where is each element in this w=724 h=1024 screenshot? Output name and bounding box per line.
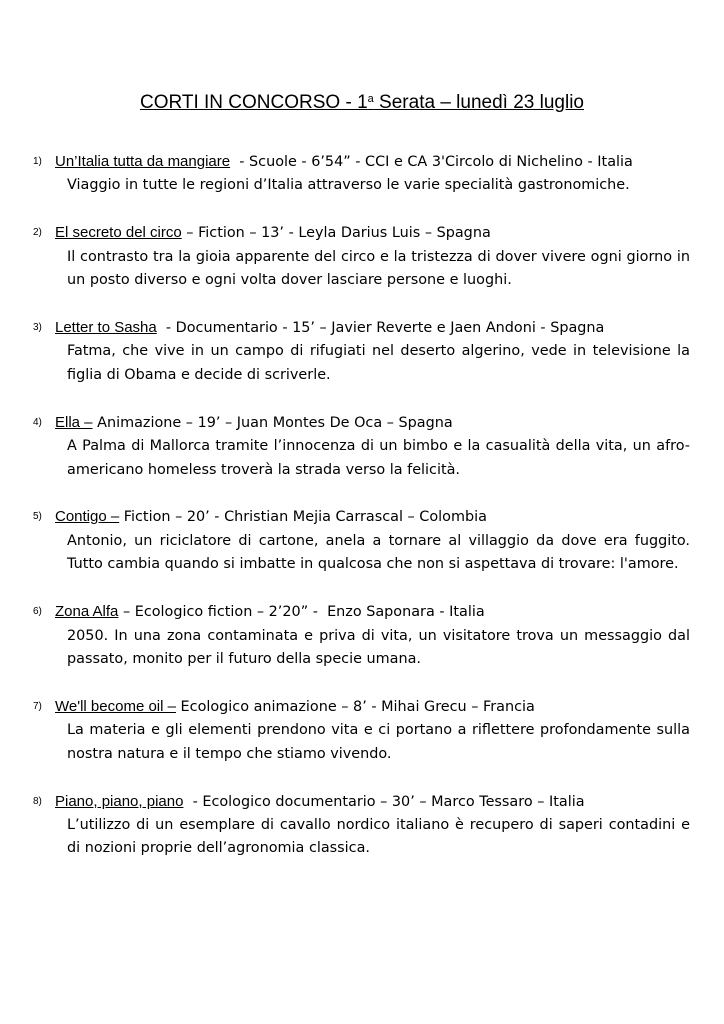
film-item: [33, 411, 690, 482]
film-title: Contigo –: [55, 508, 120, 526]
page-title: [0, 92, 724, 114]
film-description: 2050. In una zona contaminata e priva di vita, un visitatore trova un messaggio dal passato, monito per il futuro della specie umana.: [67, 627, 690, 667]
film-heading: [33, 600, 690, 624]
film-item: [33, 150, 690, 198]
film-description: Antonio, un riciclatore di cartone, anela a tornare al villaggio da dove era fuggito. Tutto cambia quando si imbatte in qualcosa che non si aspettava di trovare: l'amore.: [67, 532, 690, 573]
film-number: 1): [33, 156, 42, 167]
film-details: - Ecologico documentario – 30’ – Marco Tessaro – Italia: [183, 793, 585, 810]
film-description: Fatma, che vive in un campo di rifugiati nel deserto algerino, vede in televisione la figlia di Obama e decide di scriverle.: [67, 343, 690, 383]
film-description: Il contrasto tra la gioia apparente del circo e la tristezza di dover vivere ogni giorno in un posto diverso e ogni volta dover lasciare persone e luoghi.: [67, 248, 690, 289]
title-superscript: a: [367, 93, 374, 105]
film-title: Ella –: [55, 413, 93, 431]
film-number: 2): [33, 227, 42, 239]
film-number: 4): [33, 416, 42, 428]
film-number: 3): [33, 322, 42, 334]
film-title: Piano, piano, piano: [55, 792, 184, 810]
film-heading: [33, 316, 690, 340]
film-heading: [33, 411, 690, 435]
film-description: A Palma di Mallorca tramite l’innocenza di un bimbo e la casualità della vita, un afro-americano homeless troverà la strada verso la felicità.: [67, 438, 690, 478]
film-description: Viaggio in tutte le regioni d’Italia attraverso le varie specialità gastronomiche.: [67, 177, 630, 194]
film-title: We'll become oil –: [55, 697, 176, 715]
film-details: – Fiction – 13’ - Leyla Darius Luis – Spagna: [181, 225, 491, 242]
film-details: - Documentario - 15’ – Javier Reverte e Jaen Andoni - Spagna: [156, 320, 605, 337]
film-description: L’utilizzo di un esemplare di cavallo nordico italiano è recupero di saperi contadini e di nozioni proprie dell’agronomia classica.: [67, 817, 690, 857]
film-heading: [33, 150, 690, 174]
film-number: 7): [33, 700, 42, 712]
film-details: Fiction – 20’ - Christian Mejia Carrascal – Colombia: [119, 509, 487, 526]
film-title: Zona Alfa: [55, 603, 119, 621]
film-item: [33, 505, 690, 576]
film-details: Animazione – 19’ – Juan Montes De Oca – Spagna: [92, 414, 453, 431]
film-details: - Scuole - 6’54” - CCI e CA 3'Circolo di Nichelino - Italia: [230, 154, 633, 170]
film-item: [33, 790, 690, 861]
film-item: [33, 316, 690, 387]
film-title: Letter to Sasha: [55, 319, 157, 337]
film-number: 5): [33, 511, 42, 523]
title-date: Serata – lunedì 23 luglio: [373, 92, 584, 113]
film-heading: [33, 695, 690, 719]
film-heading: [33, 505, 690, 529]
film-details: Ecologico animazione – 8’ - Mihai Grecu – Francia: [175, 698, 535, 715]
film-number: 6): [33, 606, 42, 618]
film-heading: [33, 221, 690, 245]
film-item: [33, 695, 690, 766]
film-item: [33, 221, 690, 292]
film-title: Un’Italia tutta da mangiare: [55, 153, 231, 170]
film-title: El secreto del circo: [55, 224, 182, 242]
title-text: CORTI IN CONCORSO - 1: [139, 92, 368, 113]
film-heading: [33, 790, 690, 814]
film-number: 8): [33, 795, 42, 807]
film-item: [33, 600, 690, 671]
film-details: – Ecologico fiction – 2’20” - Enzo Saponara - Italia: [118, 604, 485, 621]
film-description: La materia e gli elementi prendono vita e ci portano a riflettere profondamente sulla nostra natura e il tempo che stiamo vivendo.: [67, 722, 690, 762]
film-list: [33, 150, 690, 884]
